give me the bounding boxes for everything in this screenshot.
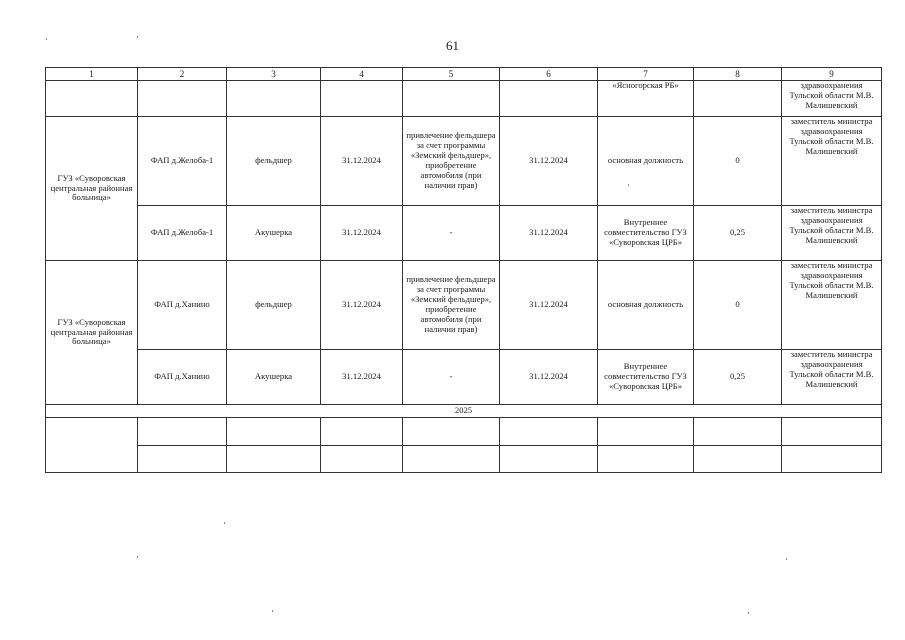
column-number: 4 (321, 68, 403, 81)
empty-cell (227, 446, 321, 473)
employment-cell: «Ясногорская РБ» (598, 81, 694, 117)
column-number: 2 (138, 68, 227, 81)
measures-cell: - (403, 350, 500, 405)
empty-cell (321, 446, 403, 473)
scan-speck (137, 556, 138, 558)
scan-speck (628, 184, 629, 186)
position-cell: фельдшер (227, 117, 321, 206)
organization-cell: ГУЗ «Суворовская центральная районная больница» (46, 117, 138, 261)
empty-cell (500, 418, 598, 446)
table-row (46, 117, 882, 206)
responsible-cell: заместитель министра здравоохранения Тульской области М.В. Малишевский (782, 261, 882, 350)
column-number: 5 (403, 68, 500, 81)
employment-cell: Внутреннее совместительство ГУЗ «Суворовская ЦРБ» (598, 206, 694, 261)
date-cell: 31.12.2024 (321, 261, 403, 350)
empty-cell (227, 81, 321, 117)
empty-row (46, 446, 882, 473)
column-number: 1 (46, 68, 138, 81)
column-number: 3 (227, 68, 321, 81)
place-cell: ФАП д.Желоба-1 (138, 206, 227, 261)
page-number: 61 (446, 38, 459, 53)
rate-cell: 0 (694, 117, 782, 206)
organization-cell: ГУЗ «Суворовская центральная районная больница» (46, 261, 138, 405)
place-cell: ФАП д.Ханино (138, 261, 227, 350)
rate-cell: 0 (694, 261, 782, 350)
place-cell: ФАП д.Желоба-1 (138, 117, 227, 206)
empty-cell (46, 81, 138, 117)
empty-cell (500, 446, 598, 473)
responsible-cell: здравоохранения Тульской области М.В. Малишевский (782, 81, 882, 117)
position-cell: Акушерка (227, 206, 321, 261)
table-row (46, 206, 882, 261)
column-number: 7 (598, 68, 694, 81)
year-cell: 2025 (46, 405, 882, 418)
date-cell: 31.12.2024 (500, 206, 598, 261)
date-cell: 31.12.2024 (321, 206, 403, 261)
empty-cell (403, 446, 500, 473)
responsible-cell: заместитель министра здравоохранения Тульской области М.В. Малишевский (782, 117, 882, 206)
empty-cell (782, 446, 882, 473)
empty-cell (138, 418, 227, 446)
responsible-cell: заместитель министра здравоохранения Тульской области М.В. Малишевский (782, 350, 882, 405)
carry-over-row (46, 81, 882, 117)
staffing-table (45, 67, 882, 473)
empty-cell (227, 418, 321, 446)
measures-cell: привлечение фельдшера за счет программы «Земский фельдшер», приобретение автомобиля (при наличии прав) (403, 261, 500, 350)
empty-cell (694, 81, 782, 117)
scan-speck (46, 38, 47, 40)
empty-cell (403, 81, 500, 117)
empty-cell (694, 418, 782, 446)
date-cell: 31.12.2024 (321, 117, 403, 206)
scan-speck (137, 36, 138, 38)
empty-cell (598, 418, 694, 446)
date-cell: 31.12.2024 (321, 350, 403, 405)
responsible-cell: заместитель министра здравоохранения Тульской области М.В. Малишевский (782, 206, 882, 261)
scan-speck (786, 558, 787, 560)
scan-speck (272, 610, 273, 612)
position-cell: Акушерка (227, 350, 321, 405)
rate-cell: 0,25 (694, 206, 782, 261)
employment-cell: основная должность (598, 261, 694, 350)
empty-cell (321, 81, 403, 117)
employment-cell: Внутреннее совместительство ГУЗ «Суворовская ЦРБ» (598, 350, 694, 405)
rate-cell: 0,25 (694, 350, 782, 405)
employment-cell: основная должность (598, 117, 694, 206)
column-number-row (46, 68, 882, 81)
column-number: 8 (694, 68, 782, 81)
column-number: 6 (500, 68, 598, 81)
place-cell: ФАП д.Ханино (138, 350, 227, 405)
measures-cell: - (403, 206, 500, 261)
empty-cell (694, 446, 782, 473)
empty-cell (598, 446, 694, 473)
date-cell: 31.12.2024 (500, 117, 598, 206)
empty-cell (138, 446, 227, 473)
empty-row (46, 418, 882, 446)
table-row (46, 350, 882, 405)
empty-cell (321, 418, 403, 446)
table-row (46, 261, 882, 350)
scan-speck (748, 612, 749, 614)
empty-cell (500, 81, 598, 117)
year-row (46, 405, 882, 418)
empty-cell (782, 418, 882, 446)
measures-cell: привлечение фельдшера за счет программы «Земский фельдшер», приобретение автомобиля (при наличии прав) (403, 117, 500, 206)
empty-cell (46, 418, 138, 473)
column-number: 9 (782, 68, 882, 81)
empty-cell (403, 418, 500, 446)
date-cell: 31.12.2024 (500, 350, 598, 405)
empty-cell (138, 81, 227, 117)
scan-speck (224, 522, 225, 524)
date-cell: 31.12.2024 (500, 261, 598, 350)
position-cell: фельдшер (227, 261, 321, 350)
